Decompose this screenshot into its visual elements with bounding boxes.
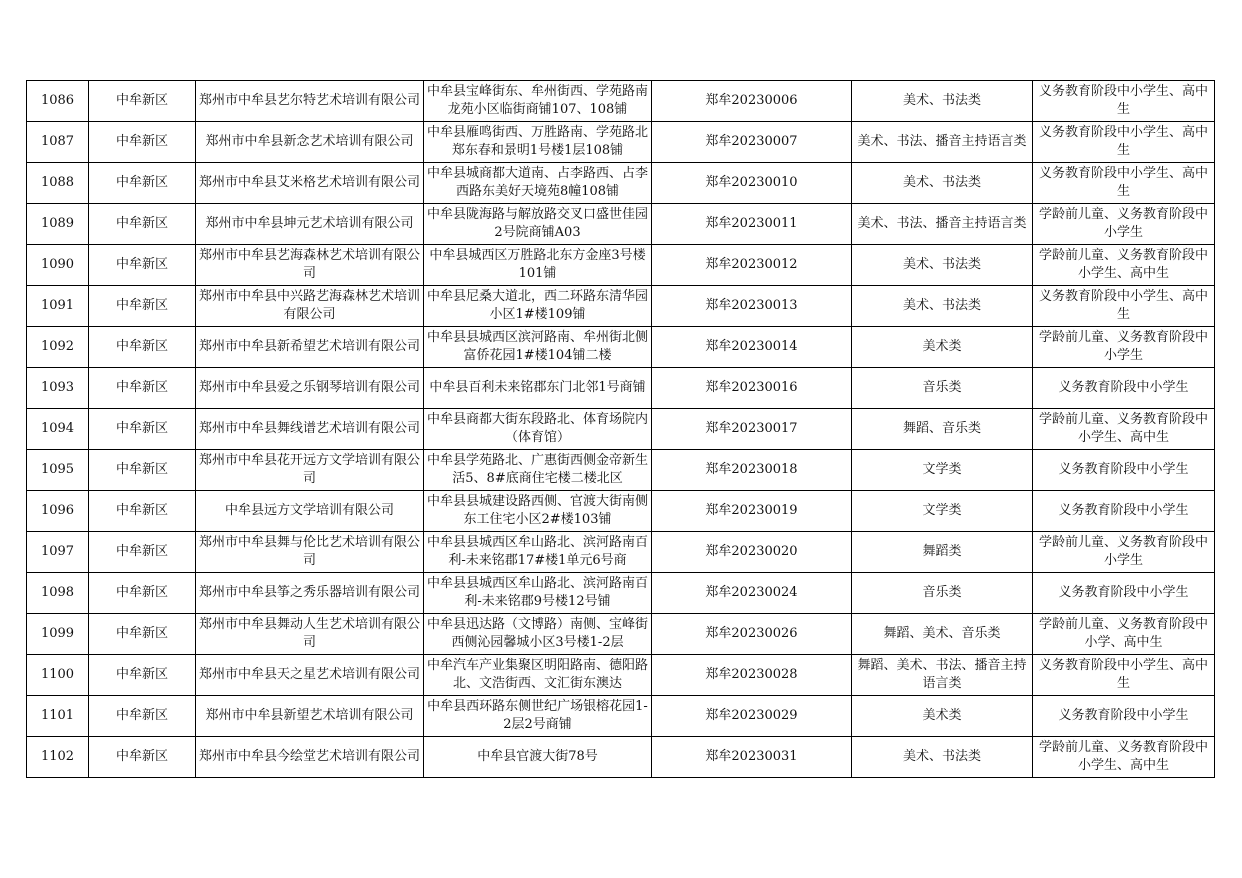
cell-target-students: 学龄前儿童、义务教育阶段中小学生、高中生 xyxy=(1033,245,1215,286)
table-row xyxy=(27,122,1215,163)
cell-address: 中牟县县城西区牟山路北、滨河路南百利-未来铭郡17#楼1单元6号商 xyxy=(424,532,652,573)
cell-address: 中牟县县城西区滨河路南、牟州街北侧富侨花园1#楼104铺二楼 xyxy=(424,327,652,368)
table-row xyxy=(27,163,1215,204)
cell-license-number: 郑牟20230007 xyxy=(652,122,852,163)
cell-address: 中牟县西环路东侧世纪广场银榕花园1-2层2号商铺 xyxy=(424,696,652,737)
cell-address: 中牟县城商都大道南、占李路西、占李西路东美好天境苑8幢108铺 xyxy=(424,163,652,204)
cell-district: 中牟新区 xyxy=(89,81,196,122)
cell-district: 中牟新区 xyxy=(89,573,196,614)
cell-district: 中牟新区 xyxy=(89,163,196,204)
cell-district: 中牟新区 xyxy=(89,491,196,532)
cell-institution-name: 郑州市中牟县花开远方文学培训有限公司 xyxy=(196,450,424,491)
cell-serial-number: 1089 xyxy=(27,204,89,245)
cell-institution-name: 郑州市中牟县筝之秀乐器培训有限公司 xyxy=(196,573,424,614)
cell-institution-name: 郑州市中牟县坤元艺术培训有限公司 xyxy=(196,204,424,245)
cell-institution-name: 郑州市中牟县爱之乐钢琴培训有限公司 xyxy=(196,368,424,409)
cell-serial-number: 1091 xyxy=(27,286,89,327)
cell-serial-number: 1102 xyxy=(27,737,89,778)
cell-district: 中牟新区 xyxy=(89,286,196,327)
cell-address: 中牟县宝峰街东、牟州街西、学苑路南龙苑小区临街商铺107、108铺 xyxy=(424,81,652,122)
cell-address: 中牟县商都大街东段路北、体育场院内（体育馆） xyxy=(424,409,652,450)
cell-training-category: 美术、书法、播音主持语言类 xyxy=(852,204,1033,245)
cell-serial-number: 1099 xyxy=(27,614,89,655)
table-row xyxy=(27,614,1215,655)
table-row xyxy=(27,696,1215,737)
cell-target-students: 学龄前儿童、义务教育阶段中小学生 xyxy=(1033,204,1215,245)
cell-district: 中牟新区 xyxy=(89,737,196,778)
cell-training-category: 美术、书法类 xyxy=(852,163,1033,204)
table-row xyxy=(27,737,1215,778)
cell-district: 中牟新区 xyxy=(89,204,196,245)
cell-training-category: 美术类 xyxy=(852,696,1033,737)
cell-target-students: 义务教育阶段中小学生、高中生 xyxy=(1033,81,1215,122)
cell-institution-name: 郑州市中牟县舞与伦比艺术培训有限公司 xyxy=(196,532,424,573)
cell-district: 中牟新区 xyxy=(89,327,196,368)
cell-serial-number: 1086 xyxy=(27,81,89,122)
cell-target-students: 学龄前儿童、义务教育阶段中小学生、高中生 xyxy=(1033,737,1215,778)
cell-license-number: 郑牟20230028 xyxy=(652,655,852,696)
table-row xyxy=(27,81,1215,122)
table-row xyxy=(27,573,1215,614)
cell-training-category: 美术、书法、播音主持语言类 xyxy=(852,122,1033,163)
cell-license-number: 郑牟20230011 xyxy=(652,204,852,245)
cell-license-number: 郑牟20230006 xyxy=(652,81,852,122)
cell-license-number: 郑牟20230031 xyxy=(652,737,852,778)
cell-serial-number: 1095 xyxy=(27,450,89,491)
cell-training-category: 文学类 xyxy=(852,491,1033,532)
cell-serial-number: 1101 xyxy=(27,696,89,737)
cell-serial-number: 1100 xyxy=(27,655,89,696)
cell-license-number: 郑牟20230016 xyxy=(652,368,852,409)
cell-training-category: 舞蹈、音乐类 xyxy=(852,409,1033,450)
cell-license-number: 郑牟20230018 xyxy=(652,450,852,491)
cell-district: 中牟新区 xyxy=(89,532,196,573)
cell-institution-name: 郑州市中牟县今绘堂艺术培训有限公司 xyxy=(196,737,424,778)
cell-serial-number: 1096 xyxy=(27,491,89,532)
cell-institution-name: 中牟县远方文学培训有限公司 xyxy=(196,491,424,532)
table-row xyxy=(27,245,1215,286)
cell-district: 中牟新区 xyxy=(89,368,196,409)
cell-address: 中牟县百利未来铭郡东门北邻1号商铺 xyxy=(424,368,652,409)
table-row xyxy=(27,655,1215,696)
cell-institution-name: 郑州市中牟县艺尔特艺术培训有限公司 xyxy=(196,81,424,122)
cell-training-category: 美术、书法类 xyxy=(852,737,1033,778)
cell-institution-name: 郑州市中牟县舞动人生艺术培训有限公司 xyxy=(196,614,424,655)
cell-address: 中牟县迅达路（文博路）南侧、宝峰街西侧沁园馨城小区3号楼1-2层 xyxy=(424,614,652,655)
cell-serial-number: 1094 xyxy=(27,409,89,450)
table-row xyxy=(27,491,1215,532)
cell-address: 中牟县城西区万胜路北东方金座3号楼101铺 xyxy=(424,245,652,286)
cell-license-number: 郑牟20230024 xyxy=(652,573,852,614)
cell-license-number: 郑牟20230010 xyxy=(652,163,852,204)
table-row xyxy=(27,327,1215,368)
cell-target-students: 义务教育阶段中小学生 xyxy=(1033,696,1215,737)
cell-institution-name: 郑州市中牟县艺海森林艺术培训有限公司 xyxy=(196,245,424,286)
cell-license-number: 郑牟20230026 xyxy=(652,614,852,655)
cell-serial-number: 1098 xyxy=(27,573,89,614)
cell-serial-number: 1087 xyxy=(27,122,89,163)
cell-training-category: 舞蹈类 xyxy=(852,532,1033,573)
cell-training-category: 音乐类 xyxy=(852,573,1033,614)
cell-district: 中牟新区 xyxy=(89,409,196,450)
cell-address: 中牟县尼桑大道北，西二环路东清华园小区1#楼109铺 xyxy=(424,286,652,327)
cell-serial-number: 1092 xyxy=(27,327,89,368)
cell-license-number: 郑牟20230012 xyxy=(652,245,852,286)
cell-target-students: 义务教育阶段中小学生、高中生 xyxy=(1033,286,1215,327)
table-body xyxy=(27,81,1215,778)
cell-address: 中牟县雁鸣街西、万胜路南、学苑路北郑东春和景明1号楼1层108铺 xyxy=(424,122,652,163)
cell-institution-name: 郑州市中牟县新望艺术培训有限公司 xyxy=(196,696,424,737)
cell-district: 中牟新区 xyxy=(89,122,196,163)
cell-target-students: 学龄前儿童、义务教育阶段中小学生、高中生 xyxy=(1033,409,1215,450)
cell-target-students: 义务教育阶段中小学生 xyxy=(1033,491,1215,532)
cell-target-students: 义务教育阶段中小学生 xyxy=(1033,450,1215,491)
cell-target-students: 义务教育阶段中小学生、高中生 xyxy=(1033,655,1215,696)
table-row xyxy=(27,286,1215,327)
cell-institution-name: 郑州市中牟县中兴路艺海森林艺术培训有限公司 xyxy=(196,286,424,327)
cell-license-number: 郑牟20230013 xyxy=(652,286,852,327)
cell-target-students: 学龄前儿童、义务教育阶段中小学、高中生 xyxy=(1033,614,1215,655)
cell-institution-name: 郑州市中牟县新念艺术培训有限公司 xyxy=(196,122,424,163)
cell-district: 中牟新区 xyxy=(89,245,196,286)
cell-training-category: 舞蹈、美术、音乐类 xyxy=(852,614,1033,655)
cell-license-number: 郑牟20230019 xyxy=(652,491,852,532)
cell-institution-name: 郑州市中牟县天之星艺术培训有限公司 xyxy=(196,655,424,696)
cell-district: 中牟新区 xyxy=(89,655,196,696)
cell-district: 中牟新区 xyxy=(89,450,196,491)
cell-license-number: 郑牟20230020 xyxy=(652,532,852,573)
cell-training-category: 美术、书法类 xyxy=(852,245,1033,286)
cell-institution-name: 郑州市中牟县新希望艺术培训有限公司 xyxy=(196,327,424,368)
cell-address: 中牟县县城建设路西侧、官渡大街南侧东工住宅小区2#楼103铺 xyxy=(424,491,652,532)
cell-address: 中牟县学苑路北、广惠街西侧金帝新生活5、8#底商住宅楼二楼北区 xyxy=(424,450,652,491)
table-row xyxy=(27,409,1215,450)
cell-serial-number: 1088 xyxy=(27,163,89,204)
training-institutions-table xyxy=(26,80,1215,778)
cell-license-number: 郑牟20230014 xyxy=(652,327,852,368)
cell-training-category: 文学类 xyxy=(852,450,1033,491)
cell-training-category: 美术、书法类 xyxy=(852,286,1033,327)
cell-address: 中牟汽车产业集聚区明阳路南、德阳路北、文浩街西、文汇街东澳达 xyxy=(424,655,652,696)
cell-institution-name: 郑州市中牟县舞线谱艺术培训有限公司 xyxy=(196,409,424,450)
cell-target-students: 学龄前儿童、义务教育阶段中小学生 xyxy=(1033,532,1215,573)
cell-address: 中牟县县城西区牟山路北、滨河路南百利-未来铭郡9号楼12号铺 xyxy=(424,573,652,614)
cell-target-students: 义务教育阶段中小学生、高中生 xyxy=(1033,163,1215,204)
cell-training-category: 美术类 xyxy=(852,327,1033,368)
cell-training-category: 音乐类 xyxy=(852,368,1033,409)
cell-target-students: 义务教育阶段中小学生 xyxy=(1033,573,1215,614)
table-row xyxy=(27,450,1215,491)
cell-training-category: 美术、书法类 xyxy=(852,81,1033,122)
cell-district: 中牟新区 xyxy=(89,696,196,737)
cell-target-students: 学龄前儿童、义务教育阶段中小学生 xyxy=(1033,327,1215,368)
cell-serial-number: 1090 xyxy=(27,245,89,286)
table-row xyxy=(27,532,1215,573)
cell-target-students: 义务教育阶段中小学生 xyxy=(1033,368,1215,409)
cell-district: 中牟新区 xyxy=(89,614,196,655)
cell-target-students: 义务教育阶段中小学生、高中生 xyxy=(1033,122,1215,163)
cell-license-number: 郑牟20230017 xyxy=(652,409,852,450)
cell-address: 中牟县陇海路与解放路交叉口盛世佳园2号院商铺A03 xyxy=(424,204,652,245)
cell-address: 中牟县官渡大街78号 xyxy=(424,737,652,778)
cell-training-category: 舞蹈、美术、书法、播音主持语言类 xyxy=(852,655,1033,696)
cell-license-number: 郑牟20230029 xyxy=(652,696,852,737)
cell-institution-name: 郑州市中牟县艾米格艺术培训有限公司 xyxy=(196,163,424,204)
table-row xyxy=(27,204,1215,245)
table-row xyxy=(27,368,1215,409)
cell-serial-number: 1097 xyxy=(27,532,89,573)
cell-serial-number: 1093 xyxy=(27,368,89,409)
